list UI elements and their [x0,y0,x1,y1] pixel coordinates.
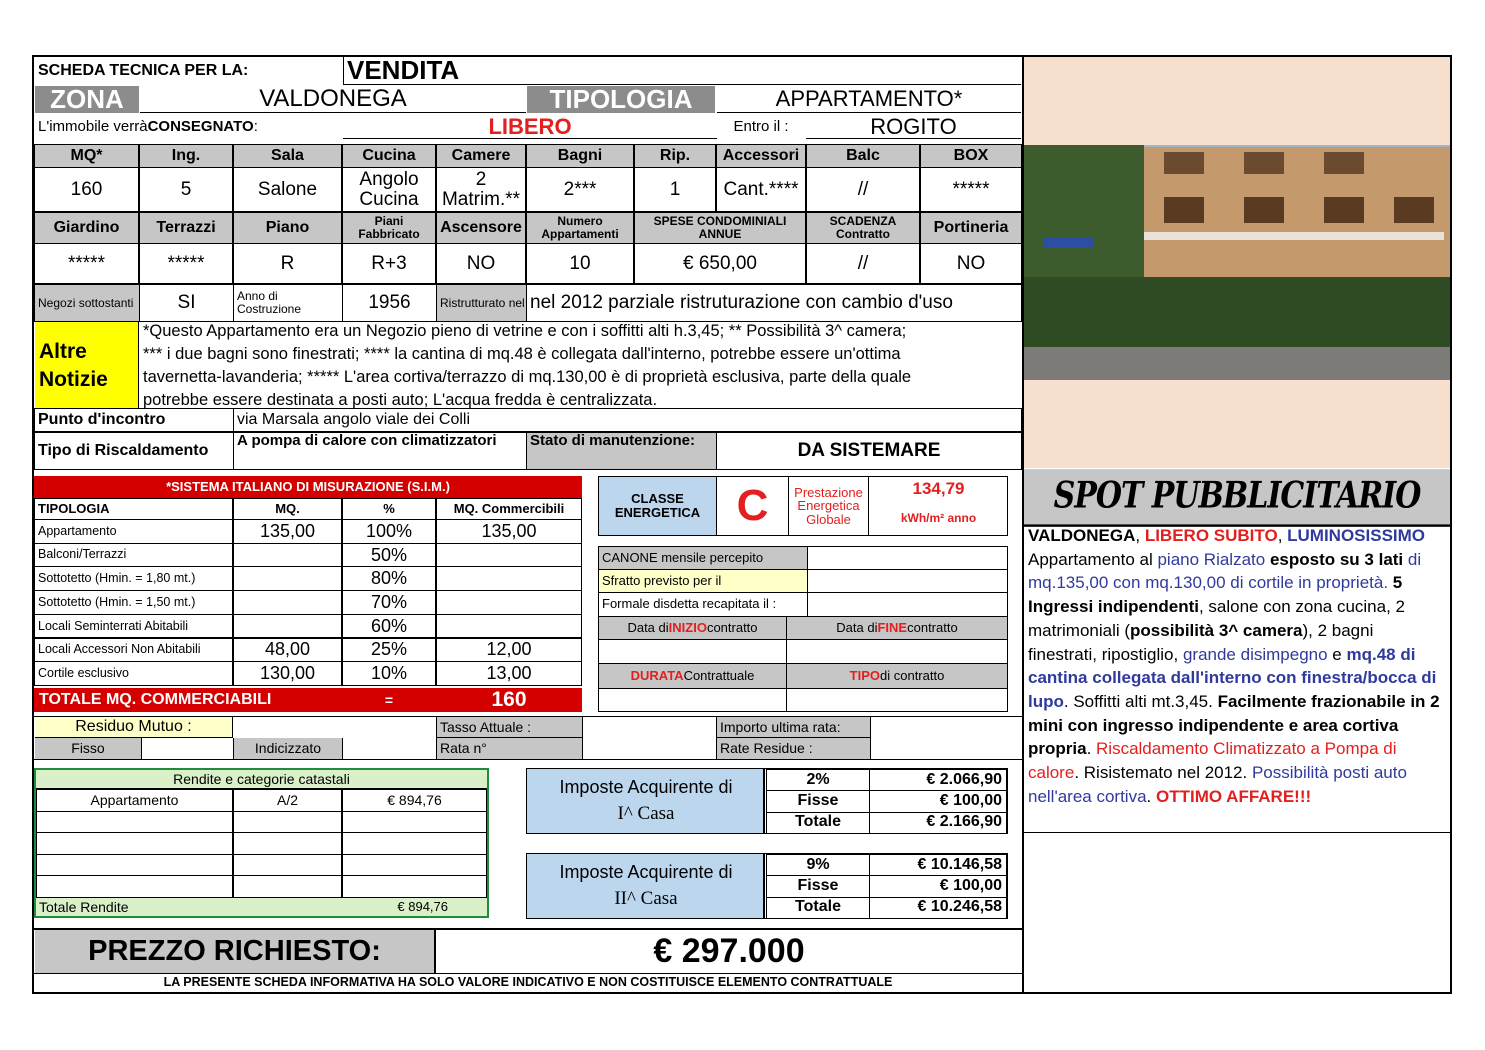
notes-line-4: potrebbe essere destinata a posti auto; L'acqua fredda è centralizzata. [143,391,658,409]
grid1-value: Cant.**** [716,167,806,212]
sim-title: *SISTEMA ITALIANO DI MISURAZIONE (S.I.M.) [34,476,582,498]
mutuo-sep [141,738,142,760]
energy-value: 134,79 [868,477,1008,501]
t: LIBERO SUBITO [1144,526,1278,545]
spot-text [1028,524,1446,808]
rendite-cell: A/2 [233,789,342,812]
rendite-cell [342,811,487,834]
rendite-title: Rendite e categorie catastali [36,770,487,789]
sim-cell: Appartamento [34,519,233,544]
t: esposto su 3 lati [1269,549,1404,569]
imposte1-label: Totale [766,812,870,834]
t: VALDONEGA [1028,526,1136,545]
disdetta-label: Formale disdetta recapitata il : [602,596,777,612]
scheda-label: SCHEDA TECNICA PER LA: [38,61,249,79]
grid1-header: Cucina [342,144,436,168]
t: , salone con zona cucina, 2 matrimoniali ( [1028,597,1405,640]
stato-label: Stato di manutenzione: [526,433,716,469]
grid1-value: 2*** [526,167,634,212]
spot-sep [1024,832,1450,833]
rendite-grid [36,789,487,897]
zona-label: ZONA [35,86,139,113]
grid2-header: SCADENZA Contratto [806,212,920,244]
grid2-header: SPESE CONDOMINIALI ANNUE [634,212,806,244]
sim-cell: Cortile esclusivo [34,661,233,686]
sim-cell [233,543,342,568]
imposte2-title [527,854,765,918]
rendite-cell [233,875,342,898]
grid2-value: R+3 [342,243,436,284]
canone-label: CANONE mensile percepito [599,547,807,569]
sim-cell: Locali Seminterrati Abitabili [34,614,233,639]
sfratto-label: Sfratto previsto per il [599,570,807,592]
grid2-header: Ascensore [436,212,526,244]
t: . Soffitti alti mt.3,45. [1063,691,1218,711]
t: Data di [627,620,669,636]
rendite-cell [233,832,342,855]
rendite-cell [36,875,233,898]
t: 5 Ingressi indipendenti [1028,573,1403,617]
imposte2-value: € 10.146,58 [869,854,1007,876]
sim-cell [436,566,582,591]
sim-cell [233,614,342,639]
sim-cell: 13,00 [436,661,582,686]
grid1-value: 5 [139,167,233,212]
rendite-cell [342,832,487,855]
sim-cell: 48,00 [233,638,342,663]
sim-cell [436,543,582,568]
imposte1-label: 2% [766,769,870,791]
consegna-pre: L'immobile verrà [38,118,148,136]
sim-cell: Sottotetto (Hmin. = 1,80 mt.) [34,566,233,591]
stato-value: DA SISTEMARE [716,433,1021,469]
grid1-header: BOX [920,144,1022,168]
sim-cell: 60% [342,614,436,639]
grid1-header: MQ* [34,144,139,168]
entro-value: ROGITO [806,115,1021,139]
rendite-cell [342,875,487,898]
t: grande disimpegno [1182,644,1328,664]
t: LUMINOSISSIMO [1287,526,1426,545]
fisso-label: Fisso [35,738,141,759]
rendite-cell: Appartamento [36,789,233,812]
residuo-label: Residuo Mutuo : [35,717,233,738]
consegna-bold: CONSEGNATO [147,118,254,136]
rendite-cell: € 894,76 [342,789,487,812]
rental-sep [598,688,1008,689]
inizio-label [599,617,786,639]
entro-label: Entro il : [733,118,789,136]
sim-header: MQ. [233,498,342,520]
energy-class: C [716,477,788,535]
rendite-total-label: Totale Rendite [36,897,487,916]
t: Facilmente frazionabile in 2 mini con ingresso indipendente e area cortiva propria [1028,691,1440,759]
rendite-cell [36,811,233,834]
t: Contrattuale [683,668,755,684]
t: di mq.135,00 con mq.130,00 di cortile in proprietà. [1028,549,1422,593]
riscaldamento-label: Tipo di Riscaldamento [38,441,209,459]
mutuo-sep [716,716,717,760]
zona-value: VALDONEGA [140,86,526,113]
prezzo-value: € 297.000 [653,931,805,970]
grid1-value: 160 [34,167,139,212]
imposte2-label: 9% [766,854,870,876]
imposte1-value: € 100,00 [869,790,1007,812]
rental-sep [598,639,1008,640]
imposte2-title-1: Imposte Acquirente di [559,861,733,882]
consegna-label [35,115,342,139]
imposte1-value: € 2.066,90 [869,769,1007,791]
t: mq.48 di cantina collegata dall'interno con finestra/bocca di lupo [1028,644,1437,711]
imposte1-rows [766,769,1007,833]
consegna-value: LIBERO [343,115,717,139]
sim-cell: 100% [342,519,436,544]
rental-sep [807,546,808,616]
sim-cell [233,566,342,591]
notes-line-3: tavernetta-lavanderia; ***** L'area cortiva/terrazzo di mq.130,00 è di proprietà esclusiva, parte della quale [143,368,912,386]
grid1-header: Accessori [716,144,806,168]
t: ), 2 bagni finestrati, ripostiglio, [1028,620,1374,664]
grid2-value: NO [920,243,1022,284]
imposte2-label: Fisse [766,875,870,897]
sim-cell: 135,00 [436,519,582,544]
grid2-value: 10 [526,243,634,284]
building-grid [34,212,1022,284]
energy-label: CLASSE ENERGETICA [599,477,716,535]
sim-total-label: TOTALE MQ. COMMERCIABILI [39,690,272,708]
grid2-value: // [806,243,920,284]
mutuo-sep [342,738,343,760]
grid1-header: Sala [233,144,342,168]
features-grid [34,144,1022,212]
rata-label: Rata n° [437,738,582,759]
punto-label: Punto d'incontro [38,410,166,428]
residue-label: Rate Residue : [717,738,870,759]
sim-header: MQ. Commercibili [436,498,582,520]
grid1-value: Angolo Cucina [342,167,436,212]
imposte1-title-2: I^ Casa [617,803,675,825]
tipo-label [787,664,1007,688]
fine-label [787,617,1007,639]
grid1-value: ***** [920,167,1022,212]
sim-table [34,498,582,688]
sim-total-value: 160 [491,688,527,711]
sim-cell: Locali Accessori Non Abitabili [34,638,233,663]
negozi-label: Negozi sottostanti [35,285,139,321]
anno-value: 1956 [342,285,436,321]
t: e [1327,644,1347,664]
notes-label-box [35,322,139,408]
imposte1-value: € 2.166,90 [869,812,1007,834]
grid1-value: 1 [634,167,716,212]
negozi-value: SI [139,285,233,321]
grid1-header: Rip. [634,144,716,168]
indicizzato-label: Indicizzato [233,738,342,759]
grid1-header: Bagni [526,144,634,168]
grid1-value: // [806,167,920,212]
mutuo-sep [436,716,437,760]
sim-cell: 80% [342,566,436,591]
sim-total-sym: = [384,691,394,708]
sim-cell: 10% [342,661,436,686]
building-icon [1024,57,1450,468]
grid2-header: Piano [233,212,342,244]
sim-header: % [342,498,436,520]
grid1-value: 2 Matrim.** [436,167,526,212]
imposte2-value: € 100,00 [869,875,1007,897]
tasso-label: Tasso Attuale : [437,717,582,738]
sim-cell: 25% [342,638,436,663]
t: INIZIO [668,620,707,636]
sim-header: TIPOLOGIA [34,498,233,520]
grid2-value: ***** [34,243,139,284]
t: piano Rialzato [1157,549,1266,569]
t: DURATA [630,668,684,684]
consegna-post: : [253,118,258,136]
grid1-header: Balc [806,144,920,168]
mutuo-sep [582,716,583,760]
imposte2-rows [766,854,1007,918]
t: contratto [706,620,758,636]
imposte1-title [527,769,765,833]
rendite-total-value: € 894,76 [397,898,448,914]
t: di contratto [880,668,945,684]
punto-value: via Marsala angolo viale dei Colli [233,409,1021,431]
disclaimer: LA PRESENTE SCHEDA INFORMATIVA HA SOLO VALORE INDICATIVO E NON COSTITUISCE ELEMENTO CONTRATTUALE [163,975,893,990]
rendite-cell [233,811,342,834]
grid2-value: € 650,00 [634,243,806,284]
sim-cell: 130,00 [233,661,342,686]
riscaldamento-value: A pompa di calore con climatizzatori [233,433,526,469]
anno-label: Anno di Costruzione [233,285,342,321]
sim-cell: Balconi/Terrazzi [34,543,233,568]
imposte1-title-1: Imposte Acquirente di [559,776,733,797]
grid2-header: Piani Fabbricato [342,212,436,244]
energy-unit: kWh/m² anno [868,501,1008,535]
imposte2-label: Totale [766,897,870,919]
sim-cell: 50% [342,543,436,568]
grid2-header: Numero Appartamenti [526,212,634,244]
t: OTTIMO AFFARE!!! [1155,786,1312,806]
sim-cell: 135,00 [233,519,342,544]
ristrutturato-label: Ristrutturato nel [436,285,526,321]
rendite-cell [233,854,342,877]
t: , [1277,526,1288,545]
spot-title: SPOT PUBBLICITARIO [1024,469,1450,527]
importo-label: Importo ultima rata: [717,717,870,738]
property-photo [1024,57,1450,468]
tipologia-label: TIPOLOGIA [527,86,715,113]
sim-cell: Sottotetto (Hmin. = 1,50 mt.) [34,590,233,615]
t: . [1086,739,1097,759]
durata-label [599,664,786,688]
grid2-header: Portineria [920,212,1022,244]
t: Appartamento al [1028,549,1158,569]
imposte2-title-2: II^ Casa [614,888,678,910]
t: TIPO [849,668,880,684]
grid1-value: Salone [233,167,342,212]
notes-line-1: *Questo Appartamento era un Negozio pieno di vetrine e con i soffitti alti h.3,45; ** Possibilità 3^ camera; [143,322,907,340]
imposte1-label: Fisse [766,790,870,812]
tipologia-value: APPARTAMENTO* [717,86,1021,113]
mutuo-sep [870,716,871,760]
sim-cell: 70% [342,590,436,615]
grid1-header: Ing. [139,144,233,168]
rental-sep [786,616,787,712]
rendite-cell [36,854,233,877]
notes-line-2: *** i due bagni sono finestrati; **** la cantina di mq.48 è collegata dall'interno, potrebbe essere un'ottima [143,345,901,363]
prezzo-label: PREZZO RICHIESTO: [35,930,436,973]
grid2-value: NO [436,243,526,284]
t: possibilità 3^ camera [1130,620,1303,640]
t: , [1135,526,1145,545]
sim-cell [233,590,342,615]
t: . Risistemato nel 2012. [1074,763,1252,783]
t: Riscaldamento Climatizzato a Pompa di calore [1028,739,1397,783]
grid2-header: Giardino [34,212,139,244]
energy-prestazione-label: Prestazione Energetica Globale [788,477,868,535]
sim-cell [436,614,582,639]
t: contratto [907,620,958,636]
notes-label-1: Altre [39,340,87,363]
rendite-cell [342,854,487,877]
grid2-header: Terrazzi [139,212,233,244]
ristrutturato-value: nel 2012 parziale ristruturazione con cambio d'uso [526,285,1021,321]
sim-cell [436,590,582,615]
grid2-value: R [233,243,342,284]
notes-label-2: Notizie [39,368,108,391]
imposte2-value: € 10.246,58 [869,897,1007,919]
grid2-value: ***** [139,243,233,284]
t: Data di [836,620,878,636]
sim-cell: 12,00 [436,638,582,663]
rendite-cell [36,832,233,855]
t: FINE [877,620,908,636]
grid1-header: Camere [436,144,526,168]
t: Possibilità posti auto nell'area cortiva [1028,763,1407,806]
notes-text [143,320,1021,412]
t: . [1146,786,1156,806]
scheda-value: VENDITA [343,57,1021,85]
